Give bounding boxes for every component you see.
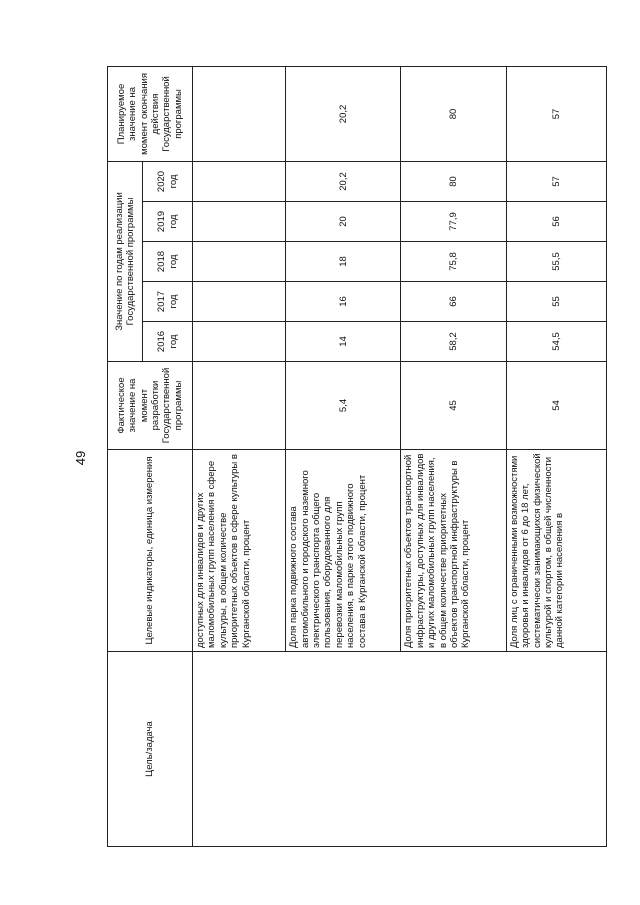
indicators-table	[107, 66, 607, 847]
header-actual-value: Фактическое значение на момент разработки Государственной программы	[108, 362, 193, 450]
table-row	[193, 66, 286, 846]
header-year: 2018 год	[143, 242, 193, 282]
year-value: 58,2	[401, 322, 506, 362]
year-value: 77,9	[401, 202, 506, 242]
year-value: 54,5	[506, 322, 606, 362]
planned-value: 57	[506, 66, 606, 161]
header-values-by-year: Значение по годам реализации Государственной программы	[108, 161, 143, 361]
year-value: 14	[286, 322, 401, 362]
year-value	[193, 242, 286, 282]
actual-value: 54	[506, 362, 606, 450]
header-year: 2019 год	[143, 202, 193, 242]
year-value	[193, 202, 286, 242]
page-number: 49	[73, 450, 88, 466]
year-value: 18	[286, 242, 401, 282]
year-value: 20,2	[286, 161, 401, 201]
year-value	[193, 161, 286, 201]
indicator-text: Доля приоритетных объектов транспортной инфраструктуры, доступных для инвалидов и других маломобильных групп населения, в общем количестве приоритетных объектов транспортной инфраструктуры в Курганской области, процент	[401, 450, 506, 652]
year-value: 16	[286, 282, 401, 322]
year-value: 80	[401, 161, 506, 201]
year-value: 75,8	[401, 242, 506, 282]
year-value	[193, 322, 286, 362]
year-value: 66	[401, 282, 506, 322]
indicator-text: Доля лиц с ограниченными возможностями здоровья и инвалидов от 6 до 18 лет, систематически занимающихся физической культурой и спортом, в общей численности данной категории населения в	[506, 450, 606, 652]
indicator-text: Доля парка подвижного состава автомобильного и городского наземного электрического транспорта общего пользования, оборудованного для перевозки маломобильных групп населения, в парке этого подвижного состава в Курганской области, процент	[286, 450, 401, 652]
header-indicator: Целевые индикаторы, единица измерения	[108, 450, 193, 652]
actual-value	[193, 362, 286, 450]
header-planned-value: Планируемое значение на момент окончания действия Государственной программы	[108, 66, 193, 161]
planned-value: 80	[401, 66, 506, 161]
goal-task-cell	[193, 652, 607, 847]
year-value: 55,5	[506, 242, 606, 282]
actual-value: 5,4	[286, 362, 401, 450]
year-value: 57	[506, 161, 606, 201]
header-year: 2020 год	[143, 161, 193, 201]
indicator-text: доступных для инвалидов и других маломобильных групп населения в сфере культуры, в общем количестве приоритетных объектов в сфере культуры в Курганской области, процент	[193, 450, 286, 652]
header-goal-task: Цель/задача	[108, 652, 193, 847]
year-value	[193, 282, 286, 322]
year-value: 56	[506, 202, 606, 242]
header-year: 2016 год	[143, 322, 193, 362]
year-value: 20	[286, 202, 401, 242]
actual-value: 45	[401, 362, 506, 450]
rotated-table-container	[107, 67, 607, 847]
planned-value: 20,2	[286, 66, 401, 161]
year-value: 55	[506, 282, 606, 322]
header-year: 2017 год	[143, 282, 193, 322]
planned-value	[193, 66, 286, 161]
